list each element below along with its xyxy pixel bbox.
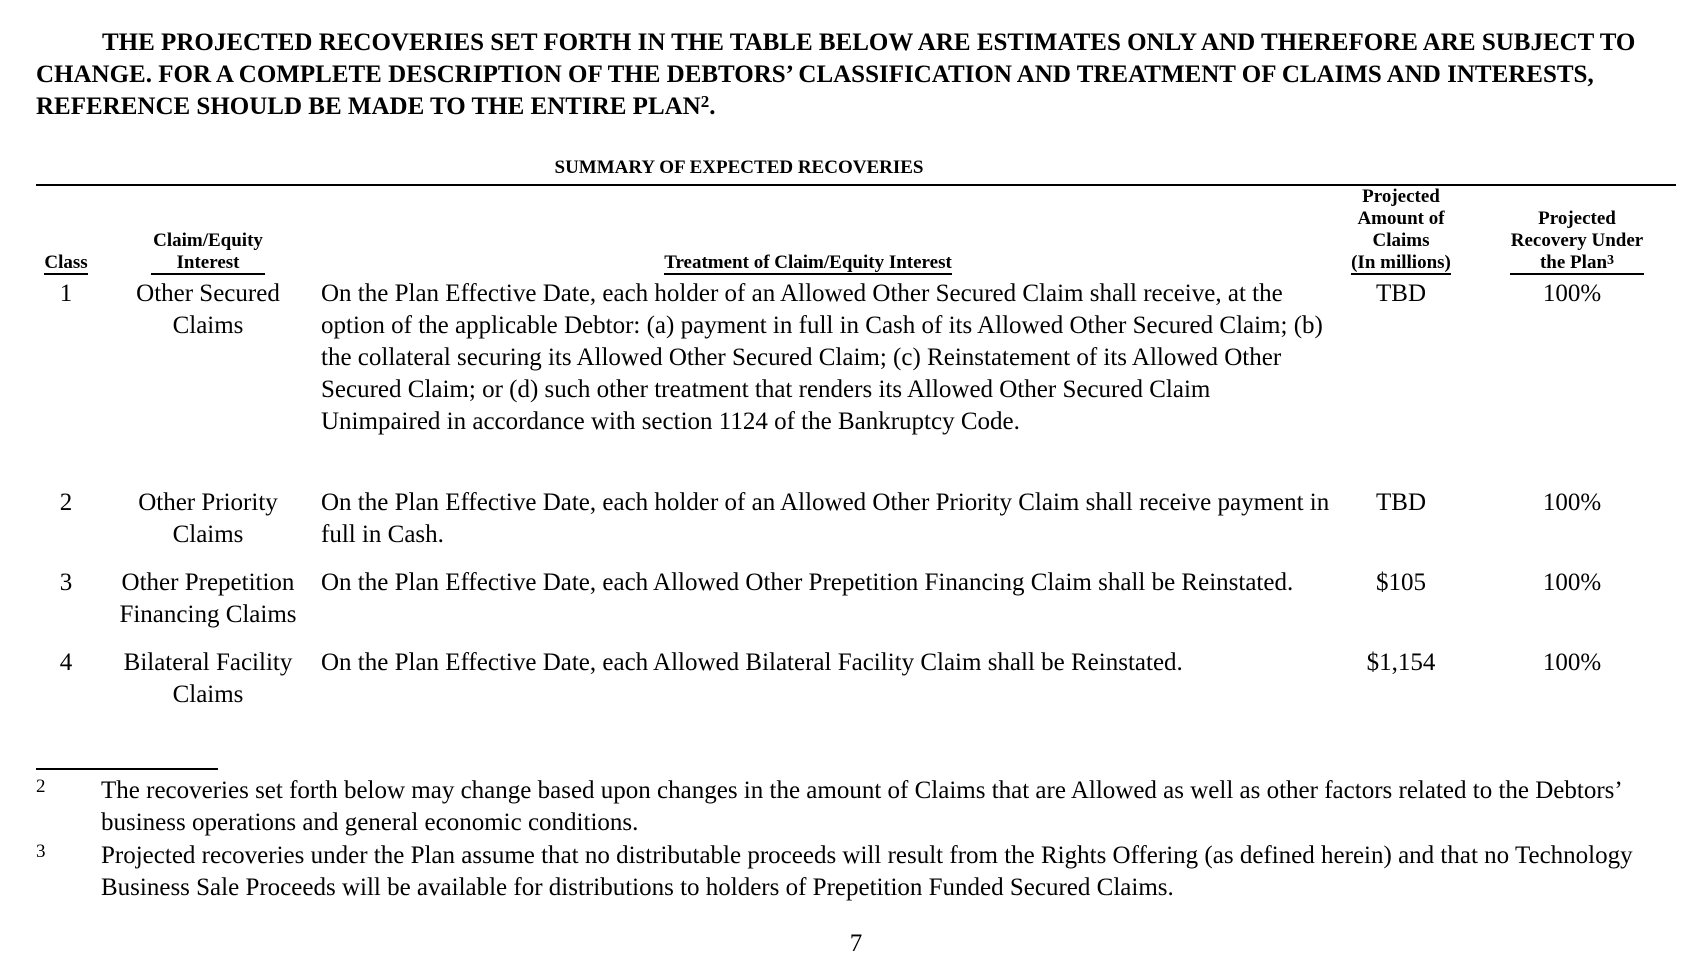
header-class bbox=[36, 252, 96, 274]
page-number: 7 bbox=[849, 930, 863, 957]
row-claim bbox=[102, 567, 314, 631]
header-amount-line3: Claims bbox=[1372, 230, 1430, 251]
row-claim-line1: Bilateral Facility bbox=[123, 649, 293, 676]
footnote-number: 2 bbox=[36, 776, 46, 797]
row-class: 1 bbox=[59, 280, 73, 307]
row-claim-line2: Claims bbox=[172, 521, 244, 548]
row-claim-line2: Claims bbox=[172, 312, 244, 339]
row-claim-line1: Other Secured bbox=[136, 280, 280, 307]
row-amount: $1,154 bbox=[1366, 649, 1436, 676]
row-claim-line2: Financing Claims bbox=[119, 601, 297, 628]
footnote-separator bbox=[36, 768, 218, 770]
header-amount-line4: (In millions) bbox=[1351, 252, 1451, 273]
header-amount-line2: Amount of bbox=[1357, 208, 1445, 229]
header-treatment bbox=[321, 252, 1331, 274]
row-amount: TBD bbox=[1376, 489, 1426, 516]
footnote-number: 3 bbox=[36, 841, 46, 862]
row-treatment: On the Plan Effective Date, each holder of an Allowed Other Secured Claim shall receive, at the option of the applicable Debtor: (a) payment in full in Cash of its Allowed Other Secured Claim; (b) the collateral securing its Allowed Other Secured Claim; (c) Reinstatement of its Allowed Other Secured Claim; or (d) such other treatment that renders its Allowed Other Secured Claim Unimpaired in accordance with section 1124 of the Bankruptcy Code. bbox=[321, 280, 1323, 435]
header-recovery-line2: Recovery Under bbox=[1510, 230, 1644, 251]
footnote-ref-3: 3 bbox=[1607, 253, 1615, 268]
row-class: 3 bbox=[59, 569, 73, 596]
row-recovery: 100% bbox=[1542, 649, 1602, 676]
header-claim-line1: Claim/Equity bbox=[153, 230, 263, 251]
footnote-text: The recoveries set forth below may change based upon changes in the amount of Claims that are Allowed as well as other factors related to the Debtors’ business operations and general economic conditions. bbox=[101, 777, 1621, 836]
row-claim bbox=[102, 647, 314, 711]
row-amount: $105 bbox=[1376, 569, 1426, 596]
row-treatment: On the Plan Effective Date, each Allowed Bilateral Facility Claim shall be Reinstated. bbox=[321, 649, 1183, 676]
header-claim bbox=[108, 230, 308, 274]
row-claim-line1: Other Prepetition bbox=[121, 569, 295, 596]
row-treatment: On the Plan Effective Date, each Allowed Other Prepetition Financing Claim shall be Reinstated. bbox=[321, 569, 1294, 596]
row-claim bbox=[108, 278, 308, 342]
row-class: 4 bbox=[59, 649, 73, 676]
header-claim-line2: Interest bbox=[151, 252, 266, 275]
header-recovery-line3: the Plan bbox=[1539, 252, 1608, 273]
row-claim-line2: Claims bbox=[172, 681, 244, 708]
header-recovery bbox=[1502, 208, 1652, 274]
header-recovery-line1: Projected bbox=[1538, 208, 1616, 229]
row-recovery: 100% bbox=[1542, 280, 1602, 307]
header-amount-line1: Projected bbox=[1362, 186, 1440, 207]
disclaimer-text: THE PROJECTED RECOVERIES SET FORTH IN THE TABLE BELOW ARE ESTIMATES ONLY AND THEREFORE ARE SUBJECT TO CHANGE. FOR A COMPLETE DESCRIPTION OF THE DEBTORS’ CLASSIFICATION AND TREATMENT OF CLAIMS AND INTERESTS, REFERENCE SHOULD BE MADE TO THE ENTIRE PLAN bbox=[36, 29, 1636, 120]
row-class: 2 bbox=[59, 489, 73, 516]
row-claim bbox=[108, 487, 308, 551]
header-amount bbox=[1326, 186, 1476, 274]
disclaimer-end: . bbox=[709, 93, 716, 120]
row-treatment: On the Plan Effective Date, each holder of an Allowed Other Priority Claim shall receive payment in full in Cash. bbox=[321, 489, 1330, 548]
footnote-text: Projected recoveries under the Plan assume that no distributable proceeds will result from the Rights Offering (as defined herein) and that no Technology Business Sale Proceeds will be available for distributions to holders of Prepetition Funded Secured Claims. bbox=[101, 842, 1633, 901]
header-class-label: Class bbox=[44, 252, 88, 273]
row-recovery: 100% bbox=[1542, 489, 1602, 516]
disclaimer-notice bbox=[36, 27, 1676, 123]
header-treatment-label: Treatment of Claim/Equity Interest bbox=[664, 252, 952, 273]
row-recovery: 100% bbox=[1542, 569, 1602, 596]
row-amount: TBD bbox=[1376, 280, 1426, 307]
footnote-ref-2: 2 bbox=[700, 92, 710, 111]
row-claim-line1: Other Priority bbox=[138, 489, 278, 516]
table-title: SUMMARY OF EXPECTED RECOVERIES bbox=[554, 157, 924, 178]
